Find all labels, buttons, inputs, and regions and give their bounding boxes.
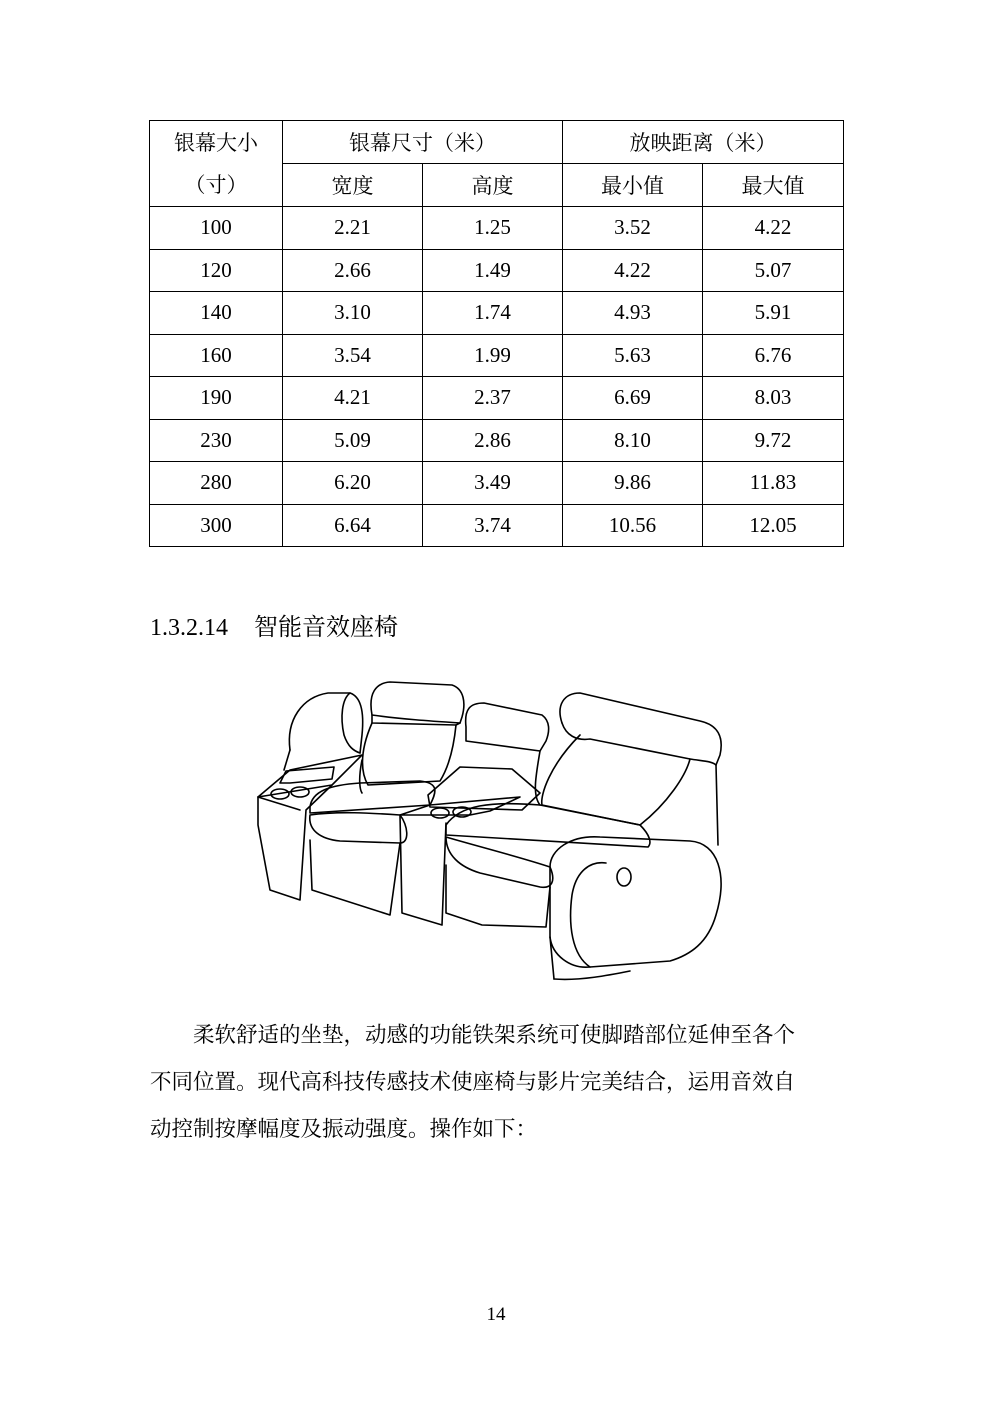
cell-max: 5.07 bbox=[703, 249, 844, 292]
seat2-headrest bbox=[466, 703, 549, 751]
section-title: 智能音效座椅 bbox=[254, 613, 398, 641]
cell-height: 2.86 bbox=[423, 419, 563, 462]
cell-size: 100 bbox=[150, 207, 283, 250]
table-row bbox=[150, 504, 844, 547]
cell-size: 120 bbox=[150, 249, 283, 292]
cell-max: 12.05 bbox=[703, 504, 844, 547]
cell-min: 3.52 bbox=[563, 207, 703, 250]
middle-cup-holder bbox=[431, 808, 449, 818]
cell-width: 2.66 bbox=[283, 249, 423, 292]
cell-width: 4.21 bbox=[283, 377, 423, 420]
table-row bbox=[150, 292, 844, 335]
paragraph-line: 动控制按摩幅度及振动强度。操作如下： bbox=[150, 1117, 538, 1142]
left-console-lid bbox=[280, 767, 334, 783]
page-number: 14 bbox=[486, 1304, 506, 1325]
paragraph-line: 不同位置。现代高科技传感技术使座椅与影片完美结合，运用音效自 bbox=[150, 1070, 796, 1095]
cell-max: 8.03 bbox=[703, 377, 844, 420]
table-row bbox=[150, 377, 844, 420]
cell-min: 4.22 bbox=[563, 249, 703, 292]
cell-height: 1.99 bbox=[423, 334, 563, 377]
cell-width: 5.09 bbox=[283, 419, 423, 462]
header-screen-class-line2: （寸） bbox=[184, 172, 248, 197]
body-paragraph bbox=[150, 1012, 844, 1153]
cell-min: 10.56 bbox=[563, 504, 703, 547]
cell-min: 5.63 bbox=[563, 334, 703, 377]
table-row bbox=[150, 207, 844, 250]
cell-size: 140 bbox=[150, 292, 283, 335]
header-screen-size: 银幕尺寸（米） bbox=[283, 121, 563, 164]
seat1-front-cushion bbox=[310, 813, 407, 843]
left-arm-cushion bbox=[289, 693, 362, 753]
cell-size: 280 bbox=[150, 462, 283, 505]
header-max: 最大值 bbox=[703, 164, 844, 207]
cell-height: 3.49 bbox=[423, 462, 563, 505]
table-row bbox=[150, 249, 844, 292]
header-width: 宽度 bbox=[283, 164, 423, 207]
cell-size: 230 bbox=[150, 419, 283, 462]
cell-height: 1.49 bbox=[423, 249, 563, 292]
screen-size-table bbox=[149, 120, 844, 547]
table-row bbox=[150, 462, 844, 505]
cell-width: 6.64 bbox=[283, 504, 423, 547]
section-number: 1.3.2.14 bbox=[150, 615, 228, 641]
cell-width: 6.20 bbox=[283, 462, 423, 505]
cell-height: 3.74 bbox=[423, 504, 563, 547]
table-row bbox=[150, 419, 844, 462]
cell-max: 9.72 bbox=[703, 419, 844, 462]
left-arm-cushion-curve bbox=[342, 693, 360, 753]
cell-height: 2.37 bbox=[423, 377, 563, 420]
cell-size: 300 bbox=[150, 504, 283, 547]
seat1-back bbox=[363, 723, 457, 785]
cell-size: 190 bbox=[150, 377, 283, 420]
cell-width: 2.21 bbox=[283, 207, 423, 250]
cell-min: 6.69 bbox=[563, 377, 703, 420]
cell-max: 4.22 bbox=[703, 207, 844, 250]
header-throw-distance: 放映距离（米） bbox=[563, 121, 844, 164]
recliner-sofa-illustration bbox=[250, 675, 734, 987]
cell-min: 4.93 bbox=[563, 292, 703, 335]
paragraph-line: 柔软舒适的坐垫，动感的功能铁架系统可使脚踏部位延伸至各个 bbox=[193, 1023, 796, 1048]
table-row bbox=[150, 334, 844, 377]
cell-height: 1.74 bbox=[423, 292, 563, 335]
cell-min: 8.10 bbox=[563, 419, 703, 462]
header-screen-class bbox=[150, 121, 283, 207]
recline-button bbox=[617, 868, 631, 886]
cell-width: 3.54 bbox=[283, 334, 423, 377]
seat3-front-cushion bbox=[446, 837, 553, 887]
cell-max: 5.91 bbox=[703, 292, 844, 335]
left-console-body bbox=[258, 785, 332, 900]
cell-max: 11.83 bbox=[703, 462, 844, 505]
header-screen-class-line1: 银幕大小 bbox=[174, 130, 258, 155]
seat1-headrest bbox=[371, 682, 464, 723]
cell-max: 6.76 bbox=[703, 334, 844, 377]
header-min: 最小值 bbox=[563, 164, 703, 207]
header-height: 高度 bbox=[423, 164, 563, 207]
cell-height: 1.25 bbox=[423, 207, 563, 250]
cell-width: 3.10 bbox=[283, 292, 423, 335]
section-heading bbox=[150, 607, 398, 642]
seat3-cushion bbox=[446, 804, 650, 847]
seat3-back bbox=[542, 735, 690, 825]
seat3-headrest bbox=[560, 693, 721, 765]
cell-size: 160 bbox=[150, 334, 283, 377]
cell-min: 9.86 bbox=[563, 462, 703, 505]
